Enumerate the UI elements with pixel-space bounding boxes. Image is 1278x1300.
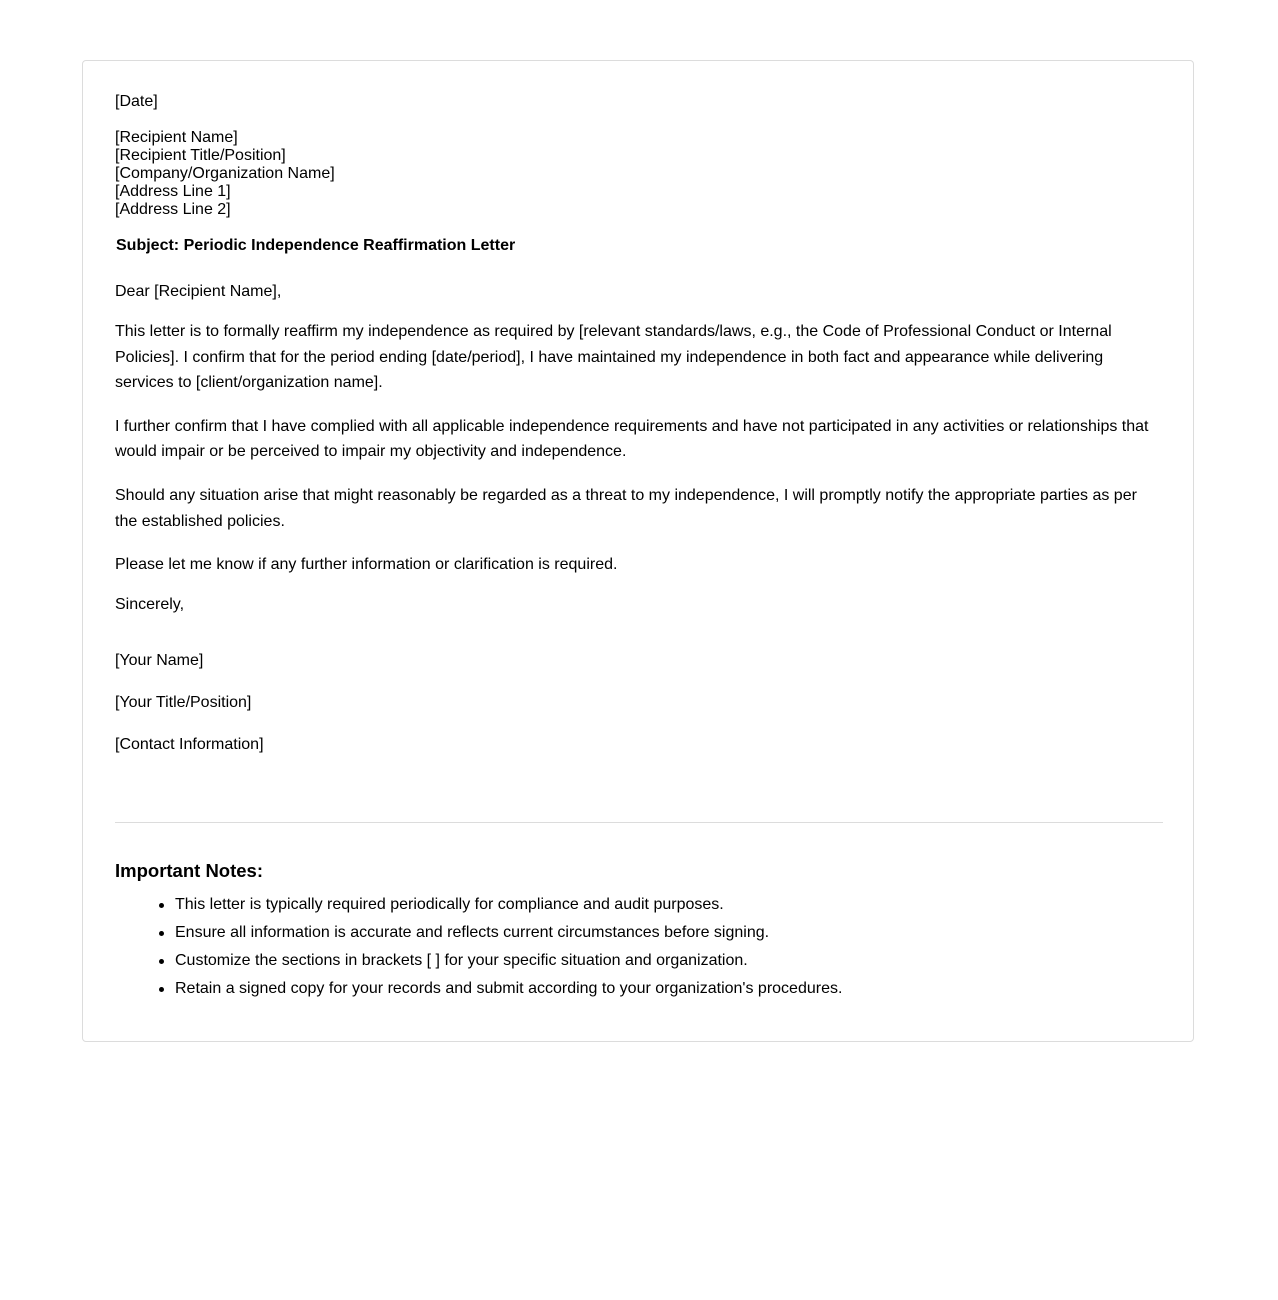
note-text: Ensure all information is accurate and reflects current circumstances before signing. bbox=[175, 924, 770, 941]
recipient-name: [Recipient Name] bbox=[115, 129, 238, 146]
recipient-address-line-2: [Address Line 2] bbox=[115, 201, 231, 218]
bullet-icon bbox=[159, 987, 164, 992]
letter-subject: Subject: Periodic Independence Reaffirmation Letter bbox=[116, 237, 516, 254]
letter-paragraph: I further confirm that I have complied with all applicable independence requirements and have not participated in any activities or relationships that would impair or be perceived to impair my objectivity and independence. bbox=[115, 417, 1149, 461]
note-text: Retain a signed copy for your records and submit according to your organization's procedures. bbox=[175, 980, 843, 997]
recipient-company: [Company/Organization Name] bbox=[115, 165, 335, 182]
bullet-icon bbox=[159, 959, 164, 964]
important-notes-section bbox=[115, 860, 1163, 1008]
signature-block bbox=[115, 652, 1163, 754]
section-divider bbox=[115, 822, 1163, 823]
note-text: Customize the sections in brackets [ ] for your specific situation and organization. bbox=[175, 952, 748, 969]
letter-paragraph: Should any situation arise that might reasonably be regarded as a threat to my independence, I will promptly notify the appropriate parties as per the established policies. bbox=[115, 486, 1137, 530]
letter-body bbox=[115, 93, 1163, 778]
signature-title: [Your Title/Position] bbox=[115, 693, 252, 711]
letter-card bbox=[82, 60, 1194, 1042]
signature-name: [Your Name] bbox=[115, 651, 204, 669]
list-item bbox=[175, 980, 1163, 998]
notes-list bbox=[115, 896, 1163, 998]
letter-salutation: Dear [Recipient Name], bbox=[115, 283, 282, 300]
note-text: This letter is typically required periodically for compliance and audit purposes. bbox=[175, 896, 724, 913]
recipient-address-line-1: [Address Line 1] bbox=[115, 183, 231, 200]
bullet-icon bbox=[159, 903, 164, 908]
recipient-title: [Recipient Title/Position] bbox=[115, 147, 286, 164]
list-item bbox=[175, 924, 1163, 942]
bullet-icon bbox=[159, 931, 164, 936]
letter-date: [Date] bbox=[115, 93, 158, 110]
recipient-address-block bbox=[115, 129, 1163, 219]
notes-heading: Important Notes: bbox=[115, 860, 263, 881]
signature-contact: [Contact Information] bbox=[115, 735, 264, 753]
list-item bbox=[175, 896, 1163, 914]
list-item bbox=[175, 952, 1163, 970]
letter-paragraph: Please let me know if any further information or clarification is required. bbox=[115, 556, 618, 574]
letter-closing: Sincerely, bbox=[115, 595, 185, 613]
letter-paragraph: This letter is to formally reaffirm my independence as required by [relevant standards/laws, e.g., the Code of Professional Conduct or Internal Policies]. I confirm that for the period ending [date/period], I have maintained my independence in both fact and appearance while delivering services to [client/organization name]. bbox=[115, 323, 1112, 392]
